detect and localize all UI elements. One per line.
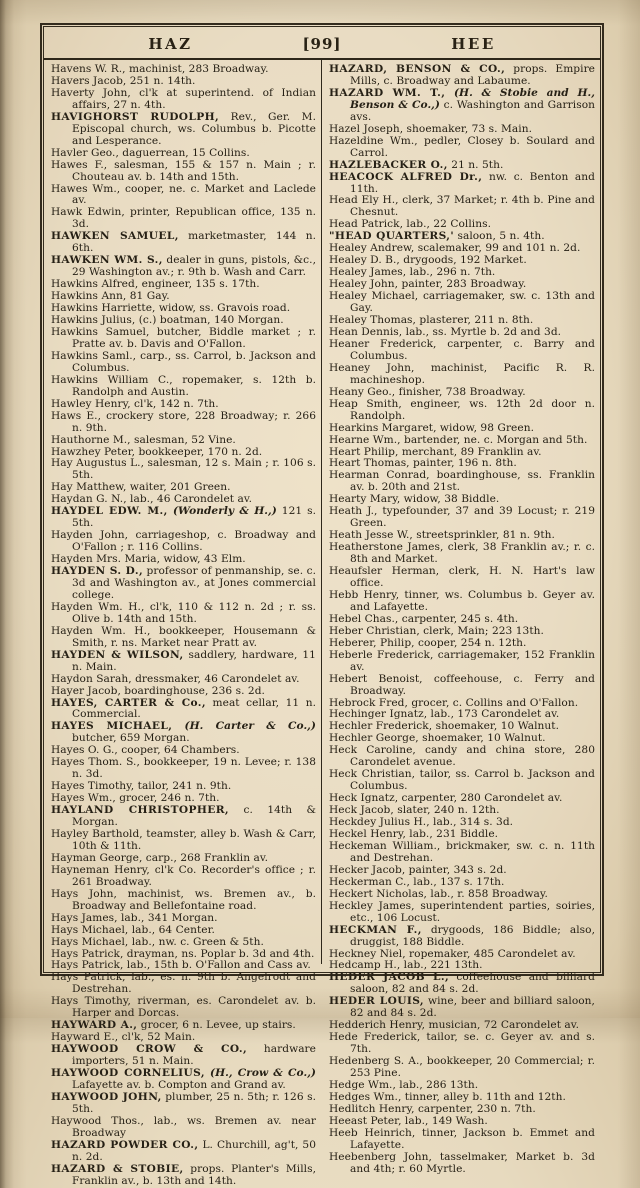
entry-text: Heeast Peter, lab., 149 Wash. [329,1114,488,1127]
entry-name-emphasis: HAVIGHORST RUDOLPH, [51,110,220,123]
entry-text: Hebel Chas., carpenter, 245 s. 4th. [329,612,519,625]
directory-entry [51,458,316,482]
entry-text: Hechinger Ignatz, lab., 173 Carondelet av. [329,708,560,721]
entry-text: Healey John, painter, 283 Broadway. [329,278,527,291]
entry-text: Heatherstone James, clerk, 38 Franklin av.; r. c. 8th and Market. [329,541,595,566]
entry-name-emphasis: HAWKEN WM. S., [51,254,163,267]
entry-firm-italic: (H. & Stobie and H., Benson & Co.,) [350,86,595,111]
entry-text: Heart Philip, merchant, 89 Franklin av. [329,445,542,458]
directory-entry [51,865,316,889]
directory-entry [329,339,595,363]
entry-text: props. Empire Mills, c. Broadway and Labaume. [350,63,596,87]
directory-entry [51,1092,316,1116]
entry-text: marketmaster, 144 n. 6th. [72,230,316,255]
directory-entry [51,996,316,1020]
entry-text: grocer, 6 n. Levee, up stairs. [137,1019,296,1032]
entry-name-emphasis: HEACOCK ALFRED Dr., [329,170,483,183]
directory-entry [329,64,595,88]
directory-entry [329,399,595,423]
entry-text: Havers Jacob, 251 n. 14th. [51,74,196,87]
entry-text: professor of penmanship, se. c. 3d and Washington av., at Jones commercial college. [72,565,316,601]
directory-entry [51,1044,316,1068]
column-left [44,60,322,1187]
entry-text: Hedges Wm., tinner, alley b. 11th and 12th. [329,1090,566,1103]
entry-text: Hawkins William C., ropemaker, s. 12th b. Randolph and Austin. [51,373,316,398]
entry-text: Heckerman C., lab., 137 s. 17th. [329,875,505,888]
directory-entry [329,1152,595,1176]
entry-text: Hay Augustus L., salesman, 12 s. Main ; r. 106 s. 5th. [51,457,316,482]
directory-entry [51,1164,316,1188]
entry-text: saloon, 5 n. 4th. [454,230,545,243]
entry-text: Hawk Edwin, printer, Republican office, 135 n. 3d. [51,206,316,231]
entry-text: Hays James, lab., 341 Morgan. [51,911,218,924]
entry-text: Hedge Wm., lab., 286 13th. [329,1079,479,1092]
directory-entry [329,769,595,793]
entry-name-emphasis: HAYLAND CHRISTOPHER, [51,804,230,817]
entry-text: Healey Thomas, plasterer, 211 n. 8th. [329,314,534,327]
directory-entry [329,88,595,124]
directory-entry [51,566,316,602]
entry-name-emphasis: HAYDEN & WILSON, [51,648,184,661]
directory-entry [329,996,595,1020]
directory-entry [51,160,316,184]
directory-entry [51,626,316,650]
entry-text: Hawkins Alfred, engineer, 135 s. 17th. [51,278,260,291]
entry-text: Hays Michael, lab., nw. c. Green & 5th. [51,935,264,948]
entry-name-emphasis: HAYWOOD CORNELIUS, [51,1067,205,1080]
directory-entry [51,88,316,112]
entry-text: plumber, 25 n. 5th; r. 126 s. 5th. [72,1090,317,1115]
entry-text: Hedderich Henry, musician, 72 Carondelet av. [329,1019,579,1032]
directory-entry [51,411,316,435]
entry-text: Healey Andrew, scalemaker, 99 and 101 n. 2d. [329,242,581,255]
directory-entry [329,745,595,769]
directory-entry [51,207,316,231]
directory-entry [51,351,316,375]
entry-text: Haydon Sarah, dressmaker, 46 Carondelet av. [51,672,300,685]
entry-text: Hayman George, carp., 268 Franklin av. [51,851,269,864]
entry-text: coffeehouse and billiard saloon, 82 and 84 s. 2d. [350,971,595,996]
entry-text: nw. c. Benton and 11th. [350,170,595,195]
entry-text: Hauthorne M., salesman, 52 Vine. [51,433,236,446]
entry-text: Hedlitch Henry, carpenter, 230 n. 7th. [329,1102,536,1115]
entry-text: Hedcamp H., lab., 221 13th. [329,959,483,972]
entry-text: Haydan G. N., lab., 46 Carondelet av. [51,493,253,506]
entry-text: Haws E., crockery store, 228 Broadway; r. 266 n. 9th. [51,409,316,434]
entry-text: c. Washington and Garrison avs. [350,98,595,123]
entry-text: Healey James, lab., 296 n. 7th. [329,266,496,279]
page-frame [40,23,604,1187]
directory-entry [51,602,316,626]
entry-text: saddlery, hardware, 11 n. Main. [72,648,316,673]
entry-text: meat cellar, 11 n. Commercial. [72,696,316,721]
directory-entry [51,184,316,208]
entry-text: Heckdey Julius H., lab., 314 s. 3d. [329,816,514,829]
entry-name-emphasis: HAYWARD A., [51,1019,138,1032]
directory-entry [329,674,595,698]
directory-entry [51,1140,316,1164]
entry-text: Hebert Benoist, coffeehouse, c. Ferry and Broadway. [329,672,595,697]
directory-entry [329,1056,595,1080]
entry-text: Hawzhey Peter, bookkeeper, 170 n. 2d. [51,445,263,458]
directory-entry [329,470,595,494]
directory-entry [329,136,595,160]
entry-text: Hawkins Harriette, widow, ss. Gravois road. [51,302,291,315]
entry-text: Hecker Jacob, painter, 343 s. 2d. [329,863,507,876]
entry-name-emphasis: HAYDEN S. D., [51,565,144,578]
entry-text: Hawley Henry, cl'k, 142 n. 7th. [51,397,219,410]
directory-entry [51,650,316,674]
entry-text: Heckney Niel, ropemaker, 485 Carondelet av. [329,947,576,960]
entry-text: Hayden Wm. H., bookkeeper, Housemann & Smith, r. ns. Market near Pratt av. [51,624,316,649]
entry-text: butcher, 659 Morgan. [72,732,190,745]
entry-firm-italic: (H., Crow & Co.,) [204,1067,316,1080]
directory-entry [51,327,316,351]
entry-text: Hechler Frederick, shoemaker, 10 Walnut. [329,720,560,733]
entry-text: Hayes Timothy, tailor, 241 n. 9th. [51,780,232,793]
entry-firm-italic: (H. Carter & Co.,) [172,720,316,733]
directory-entry [51,231,316,255]
directory-entry [51,1116,316,1140]
entry-text: Hazeldine Wm., pedler, Closey b. Soulard and Carrol. [329,134,595,159]
directory-entry [51,1068,316,1092]
directory-entry [329,650,595,674]
entry-text: Hawkins Saml., carp., ss. Carrol, b. Jackson and Columbus. [51,349,316,374]
directory-entry [329,542,595,566]
entry-text: Hede Frederick, tailor, se. c. Geyer av. and s. 7th. [329,1031,595,1056]
entry-text: Lafayette av. b. Compton and Grand av. [72,1079,286,1092]
entry-name-emphasis: HAZARD WM. T., [329,86,446,99]
entry-text: Hechler George, shoemaker, 10 Walnut. [329,732,546,745]
entry-text: Heck Christian, tailor, ss. Carrol b. Jackson and Columbus. [329,768,595,793]
entry-text: Hayes Wm., grocer, 246 n. 7th. [51,792,220,805]
entry-text: Healey Michael, carriagemaker, sw. c. 13th and Gay. [329,290,595,315]
entry-text: Hawkins Ann, 81 Gay. [51,290,170,303]
directory-entry [51,698,316,722]
entry-text: Hays Michael, lab., 64 Center. [51,923,215,936]
entry-text: Hayden Mrs. Maria, widow, 43 Elm. [51,553,246,566]
entry-text: Hawes F., salesman, 155 & 157 n. Main ; r. Chouteau av. b. 14th and 15th. [51,158,316,183]
entry-text: Hazel Joseph, shoemaker, 73 s. Main. [329,122,532,135]
entry-text: Hay Matthew, waiter, 201 Green. [51,481,231,494]
directory-entry [51,889,316,913]
directory-entry [329,1032,595,1056]
directory-entry [51,757,316,781]
entry-text: Hearne Wm., bartender, ne. c. Morgan and 5th. [329,433,588,446]
entry-text: Hayer Jacob, boardinghouse, 236 s. 2d. [51,684,265,697]
entry-text: Heck Caroline, candy and china store, 280 Carondelet avenue. [329,744,595,769]
entry-text: Heberle Frederick, carriagemaker, 152 Franklin av. [329,648,595,673]
entry-text: Hawkins Samuel, butcher, Biddle market ; r. Pratte av. b. Davis and O'Fallon. [51,325,316,350]
entry-text: Heath J., typefounder, 37 and 39 Locust; r. 219 Green. [329,505,595,530]
entry-text: Haywood Thos., lab., ws. Bremen av. near Broadway [51,1114,316,1139]
entry-text: Hean Dennis, lab., ss. Myrtle b. 2d and 3d. [329,325,562,338]
entry-text: Hedenberg S. A., bookkeeper, 20 Commercial; r. 253 Pine. [329,1055,595,1080]
directory-entry [51,375,316,399]
entry-name-emphasis: HAYES, CARTER & Co., [51,696,206,709]
entry-text: Hays Timothy, riverman, es. Carondelet av. b. Harper and Dorcas. [51,995,316,1020]
page-frame-inner [43,26,601,1187]
entry-name-emphasis: HAZARD, BENSON & CO., [329,63,506,75]
entry-text: drygoods, 186 Biddle; also, druggist, 188 Biddle. [350,923,595,948]
entry-text: Heany Geo., finisher, 738 Broadway. [329,385,526,398]
entry-text: Heckert Nicholas, lab., r. 858 Broadway. [329,887,548,900]
directory-entry [51,721,316,745]
entry-text: Hays John, machinist, ws. Bremen av., b. Broadway and Bellefontaine road. [51,887,316,912]
entry-text: Heaney John, machinist, Pacific R. R. machineshop. [329,361,595,386]
entry-text: Hays Patrick, drayman, ns. Poplar b. 3d and 4th. [51,947,315,960]
entry-text: Hays Patrick, lab., es. n. 9th b. Angelrodt and Destrehan. [51,971,316,996]
entry-text: Havler Geo., daguerrean, 15 Collins. [51,146,250,159]
directory-entry [329,566,595,590]
entry-text: Hayes Thom. S., bookkeeper, 19 n. Levee; r. 138 n. 3d. [51,756,316,781]
directory-entry [329,195,595,219]
entry-text: Hawkins Julius, (c.) boatman, 140 Morgan. [51,314,284,327]
entry-name-emphasis: HAYDEL EDW. M., [51,505,168,518]
entry-name-emphasis: HAYWOOD CROW & CO., [51,1043,248,1056]
entry-firm-italic: (Wonderly & H.,) [167,505,277,518]
entry-text: c. 14th & Morgan. [72,804,316,829]
directory-entry [329,1128,595,1152]
page-number: [99] [302,35,342,53]
directory-entry [329,841,595,865]
entry-name-emphasis: HEDER JACOB L., [329,971,450,984]
entry-text: L. Churchill, ag't, 50 n. 2d. [72,1138,316,1163]
entry-text: Heaner Frederick, carpenter, c. Barry and Columbus. [329,337,595,362]
entry-text: Heck Jacob, slater, 240 n. 12th. [329,804,500,817]
entry-text: Heck Ignatz, carpenter, 280 Carondelet av. [329,792,563,805]
entry-name-emphasis: HEDER LOUIS, [329,995,425,1008]
entry-name-emphasis: HAYES MICHAEL, [51,720,173,733]
entry-text: Haverty John, cl'k at superintend. of Indian affairs, 27 n. 4th. [51,86,316,111]
header-left-range: HAZ [148,35,193,53]
entry-text: props. Planter's Mills, Franklin av., b. 13th and 14th. [72,1162,316,1187]
entry-text: Hays Patrick, lab., 15th b. O'Fallon and Cass av. [51,959,311,972]
entry-text: Havens W. R., machinist, 283 Broadway. [51,63,269,75]
entry-text: Heckel Henry, lab., 231 Biddle. [329,828,499,840]
directory-entry [51,255,316,279]
entry-text: Hayes O. G., cooper, 64 Chambers. [51,744,240,757]
entry-text: Head Patrick, lab., 22 Collins. [329,218,491,231]
directory-entry [51,530,316,554]
entry-name-emphasis: HAWKEN SAMUEL, [51,230,179,243]
entry-text: wine, beer and billiard saloon, 82 and 84 s. 2d. [350,995,595,1020]
entry-text: Heaufsler Herman, clerk, H. N. Hart's law office. [329,565,595,589]
directory-entry [329,363,595,387]
directory-entry [329,172,595,196]
directory-columns [44,60,600,1187]
entry-text: 21 n. 5th. [447,158,504,171]
entry-text: Hayden John, carriageshop, c. Broadway and O'Fallon ; r. 116 Collins. [51,529,316,554]
directory-entry [51,112,316,148]
directory-entry [329,901,595,925]
directory-entry [329,291,595,315]
entry-text: Rev., Ger. M. Episcopal church, ws. Columbus b. Picotte and Lesperance. [72,110,316,147]
entry-text: Heckeman William., brickmaker, sw. c. n. 11th and Destrehan. [329,839,595,864]
entry-name-emphasis: HAZLEBACKER O., [329,158,448,171]
entry-text: Hearty Mary, widow, 38 Biddle. [329,493,500,506]
directory-entry [329,506,595,530]
entry-name-emphasis: HECKMAN F., [329,923,422,936]
entry-text: Hawes Wm., cooper, ne. c. Market and Laclede av. [51,182,316,207]
entry-name-emphasis: "HEAD QUARTERS,' [329,230,455,243]
entry-text: Hebrock Fred, grocer, c. Collins and O'Fallon. [329,696,579,709]
entry-text: Hayden Wm. H., cl'k, 110 & 112 n. 2d ; r. ss. Olive b. 14th and 15th. [51,600,316,625]
entry-name-emphasis: HAYWOOD JOHN, [51,1090,162,1103]
entry-text: Head Ely H., clerk, 37 Market; r. 4th b. Pine and Chesnut. [329,194,595,219]
entry-text: Heckley James, superintendent parties, soiries, etc., 106 Locust. [329,899,595,924]
directory-entry [329,925,595,949]
entry-text: Hayley Barthold, teamster, alley b. Wash & Carr, 10th & 11th. [51,828,316,852]
entry-text: Hearman Conrad, boardinghouse, ss. Franklin av. b. 20th and 21st. [329,469,595,494]
entry-text: Heeb Heinrich, tinner, Jackson b. Emmet and Lafayette. [329,1126,595,1151]
entry-text: Hearkins Margaret, widow, 98 Green. [329,421,534,434]
entry-text: Hayward E., cl'k, 52 Main. [51,1031,196,1044]
directory-entry [51,805,316,829]
entry-text: 121 s. 5th. [72,505,316,530]
header-right-range: HEE [451,35,496,53]
page-header [44,27,600,60]
entry-text: Heath Jesse W., streetsprinkler, 81 n. 9th. [329,529,555,542]
entry-text: Healey D. B., drygoods, 192 Market. [329,254,527,267]
entry-text: Heap Smith, engineer, ws. 12th 2d door n. Randolph. [329,397,595,422]
entry-name-emphasis: HAZARD POWDER CO., [51,1138,199,1151]
entry-text: dealer in guns, pistols, &c., 29 Washington av.; r. 9th b. Wash and Carr. [72,254,316,279]
entry-text: Heberer, Philip, cooper, 254 n. 12th. [329,636,527,649]
directory-entry [51,972,316,996]
directory-entry [329,590,595,614]
entry-text: Hebb Henry, tinner, ws. Columbus b. Geyer av. and Lafayette. [329,588,595,613]
column-right [322,60,600,1175]
entry-text: hardware importers, 51 n. Main. [72,1043,316,1068]
directory-entry [51,506,316,530]
directory-entry [329,972,595,996]
entry-text: Heart Thomas, painter, 196 n. 8th. [329,457,517,470]
entry-text: Hayneman Henry, cl'k Co. Recorder's office ; r. 261 Broadway. [51,863,316,888]
directory-entry [51,829,316,853]
entry-text: Heber Christian, clerk, Main; 223 13th. [329,624,544,637]
entry-text: Heebenberg John, tasselmaker, Market b. 3d and 4th; r. 60 Myrtle. [329,1150,595,1175]
entry-name-emphasis: HAZARD & STOBIE, [51,1162,184,1175]
